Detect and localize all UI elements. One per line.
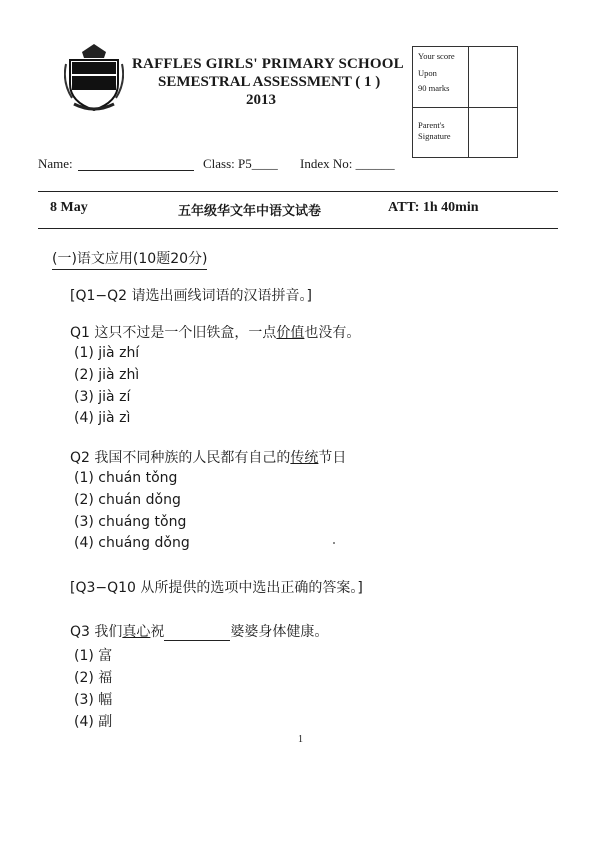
q1-underlined-word: 价值 [276, 325, 305, 341]
q3-option-2[interactable]: (2) 福 [74, 670, 113, 686]
score-box [412, 46, 518, 158]
school-name: RAFFLES GIRLS' PRIMARY SCHOOL [132, 56, 404, 72]
name-label: Name: [38, 156, 73, 171]
q1-option-4[interactable]: (4) jià zì [74, 410, 131, 426]
q1-option-1[interactable]: (1) jià zhí [74, 345, 140, 361]
question-1: Q1 这只不过是一个旧铁盒，一点价值也没有。 [70, 325, 361, 341]
exam-time: ATT: 1h 40min [388, 200, 479, 215]
q3-underlined-word: 真心 [122, 624, 151, 640]
signature-label: Signature [418, 131, 451, 141]
scan-speck [333, 542, 335, 544]
assessment-year: 2013 [246, 92, 276, 108]
q1-option-3[interactable]: (3) jià zí [74, 389, 131, 405]
q1-option-2[interactable]: (2) jià zhì [74, 367, 140, 383]
class-label: Class: P5____ [203, 156, 278, 171]
parents-label: Parent's [418, 120, 445, 130]
instruction-q1-q2: [Q1−Q2 请选出画线词语的汉语拼音。] [70, 288, 312, 304]
q2-option-1[interactable]: (1) chuán tǒng [74, 470, 178, 486]
marks-label: 90 marks [418, 83, 450, 93]
paper-title: 五年级华文年中语文试卷 [178, 204, 322, 219]
your-score-label: Your score [418, 51, 455, 61]
q3-option-4[interactable]: (4) 副 [74, 714, 113, 730]
q2-option-2[interactable]: (2) chuán dǒng [74, 492, 181, 508]
upon-label: Upon [418, 68, 437, 78]
q2-underlined-word: 传统 [290, 450, 319, 466]
name-field[interactable] [78, 170, 194, 171]
signature-field[interactable] [469, 108, 517, 157]
exam-date: 8 May [50, 200, 88, 215]
assessment-title: SEMESTRAL ASSESSMENT ( 1 ) [158, 74, 381, 90]
section-title: (一)语文应用(10题20分) [52, 248, 207, 270]
instruction-q3-q10: [Q3−Q10 从所提供的选项中选出正确的答案。] [70, 580, 363, 596]
index-label: Index No: ______ [300, 156, 395, 171]
divider-top [38, 191, 558, 192]
question-3: Q3 我们真心祝 婆婆身体健康。 [70, 624, 329, 640]
score-field[interactable] [469, 47, 517, 106]
q2-option-4[interactable]: (4) chuáng dǒng [74, 535, 190, 551]
question-2: Q2 我国不同种族的人民都有自己的传统节日 [70, 450, 347, 466]
page-number: 1 [298, 734, 303, 745]
q3-option-3[interactable]: (3) 幅 [74, 692, 113, 708]
q3-option-1[interactable]: (1) 富 [74, 648, 113, 664]
school-crest-logo [64, 42, 124, 112]
divider-bottom [38, 228, 558, 229]
q2-option-3[interactable]: (3) chuáng tǒng [74, 514, 187, 530]
q3-answer-blank[interactable] [164, 626, 230, 641]
